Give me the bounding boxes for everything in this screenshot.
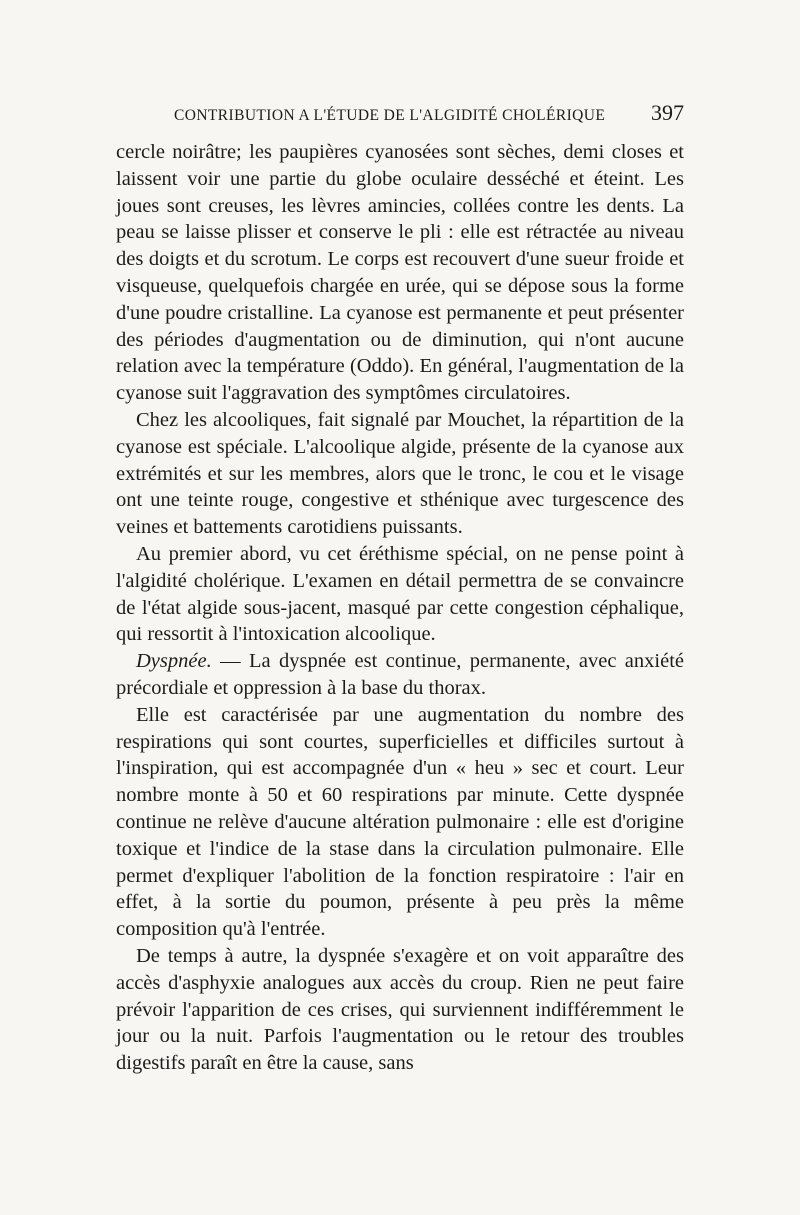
paragraph: Au premier abord, vu cet éréthisme spécial, on ne pense point à l'algidité cholérique. L'examen en détail permettra de se convaincre de l'état algide sous-jacent, masqué par cette congestion céphalique, qui ressortit à l'intoxication alcoolique. <box>116 542 684 646</box>
paragraph <box>116 648 684 702</box>
page-number: 397 <box>651 100 684 125</box>
paragraph: cercle noirâtre; les paupières cyanosées sont sèches, demi closes et laissent voir une partie du globe oculaire desséché et éteint. Les joues sont creuses, les lèvres amincies, collées contre les dents. La peau se laisse plisser et conserve le pli : elle est rétractée au niveau des doigts et du scrotum. Le corps est recouvert d'une sueur froide et visqueuse, quelquefois chargée en urée, qui se dépose sous la forme d'une poudre cristalline. La cyanose est permanente et peut présenter des périodes d'augmentation ou de diminution, qui n'ont aucune relation avec la température (Oddo). En général, l'augmentation de la cyanose suit l'aggravation des symptômes circulatoires. <box>116 141 684 405</box>
page-header <box>116 100 684 126</box>
running-title: CONTRIBUTION A L'ÉTUDE DE L'ALGIDITÉ CHOLÉRIQUE <box>174 107 606 124</box>
paragraph: Elle est caractérisée par une augmentation du nombre des respirations qui sont courtes, superficielles et difficiles surtout à l'inspiration, qui est accompagnée d'un « heu » sec et court. Leur nombre monte à 50 et 60 respirations par minute. Cette dyspnée continue ne relève d'aucune altération pulmonaire : elle est d'origine toxique et l'indice de la stase dans la circulation pulmonaire. Elle permet d'expliquer l'abolition de la fonction respiratoire : l'air en effet, à la sortie du poumon, présente à peu près la même composition qu'à l'entrée. <box>116 703 684 941</box>
paragraph: De temps à autre, la dyspnée s'exagère et on voit apparaître des accès d'asphyxie analogues aux accès du croup. Rien ne peut faire prévoir l'apparition de ces crises, qui surviennent indifféremment le jour ou la nuit. Parfois l'augmentation ou le retour des troubles digestifs paraît en être la cause, sans <box>116 944 684 1075</box>
paragraph-text: — La dyspnée est continue, permanente, avec anxiété précordiale et oppression à la base du thorax. <box>116 650 684 699</box>
paragraph: Chez les alcooliques, fait signalé par Mouchet, la répartition de la cyanose est spéciale. L'alcoolique algide, présente de la cyanose aux extrémités et sur les membres, alors que le tronc, le cou et le visage ont une teinte rouge, congestive et sthénique avec turgescence des veines et battements carotidiens puissants. <box>116 408 684 539</box>
body-text <box>116 139 684 1077</box>
section-run-in-heading: Dyspnée. <box>136 650 212 673</box>
